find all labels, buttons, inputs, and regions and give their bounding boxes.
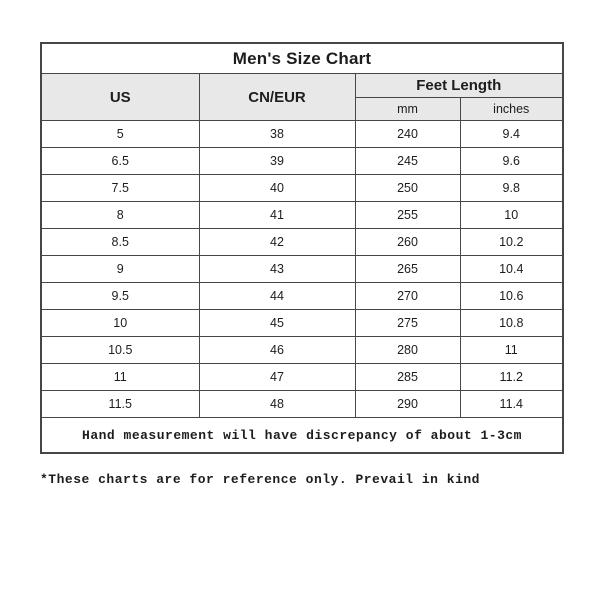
cell-inches: 9.8 bbox=[460, 175, 563, 202]
table-row bbox=[41, 256, 563, 283]
table-row bbox=[41, 391, 563, 418]
cell-inches: 10.6 bbox=[460, 283, 563, 310]
col-subheader-mm: mm bbox=[355, 98, 460, 121]
table-row bbox=[41, 283, 563, 310]
cell-mm: 270 bbox=[355, 283, 460, 310]
table-row bbox=[41, 148, 563, 175]
cell-mm: 290 bbox=[355, 391, 460, 418]
table-row bbox=[41, 310, 563, 337]
cell-cn-eur: 42 bbox=[199, 229, 355, 256]
cell-cn-eur: 41 bbox=[199, 202, 355, 229]
table-row bbox=[41, 202, 563, 229]
cell-inches: 11.2 bbox=[460, 364, 563, 391]
cell-us: 8 bbox=[41, 202, 199, 229]
cell-us: 9.5 bbox=[41, 283, 199, 310]
cell-us: 11.5 bbox=[41, 391, 199, 418]
table-title: Men's Size Chart bbox=[41, 43, 563, 74]
size-chart-table bbox=[40, 42, 564, 454]
cell-cn-eur: 45 bbox=[199, 310, 355, 337]
cell-us: 10 bbox=[41, 310, 199, 337]
cell-inches: 11.4 bbox=[460, 391, 563, 418]
table-row bbox=[41, 337, 563, 364]
cell-inches: 10.8 bbox=[460, 310, 563, 337]
cell-cn-eur: 43 bbox=[199, 256, 355, 283]
cell-mm: 260 bbox=[355, 229, 460, 256]
cell-mm: 275 bbox=[355, 310, 460, 337]
cell-cn-eur: 38 bbox=[199, 121, 355, 148]
cell-mm: 250 bbox=[355, 175, 460, 202]
col-header-us: US bbox=[41, 74, 199, 121]
cell-cn-eur: 46 bbox=[199, 337, 355, 364]
col-header-cn-eur: CN/EUR bbox=[199, 74, 355, 121]
footer-row bbox=[41, 418, 563, 454]
table-row bbox=[41, 364, 563, 391]
cell-mm: 255 bbox=[355, 202, 460, 229]
table-row bbox=[41, 121, 563, 148]
cell-us: 6.5 bbox=[41, 148, 199, 175]
cell-us: 5 bbox=[41, 121, 199, 148]
cell-us: 11 bbox=[41, 364, 199, 391]
cell-mm: 265 bbox=[355, 256, 460, 283]
table-row bbox=[41, 229, 563, 256]
cell-inches: 9.6 bbox=[460, 148, 563, 175]
cell-us: 7.5 bbox=[41, 175, 199, 202]
title-row bbox=[41, 43, 563, 74]
cell-cn-eur: 40 bbox=[199, 175, 355, 202]
cell-inches: 9.4 bbox=[460, 121, 563, 148]
cell-us: 8.5 bbox=[41, 229, 199, 256]
footer-note: Hand measurement will have discrepancy of about 1-3cm bbox=[41, 418, 563, 454]
cell-cn-eur: 47 bbox=[199, 364, 355, 391]
cell-inches: 10.4 bbox=[460, 256, 563, 283]
cell-us: 9 bbox=[41, 256, 199, 283]
disclaimer-note: *These charts are for reference only. Prevail in kind bbox=[40, 472, 480, 487]
cell-inches: 10 bbox=[460, 202, 563, 229]
col-header-feet-length: Feet Length bbox=[355, 74, 563, 98]
cell-cn-eur: 48 bbox=[199, 391, 355, 418]
cell-mm: 285 bbox=[355, 364, 460, 391]
cell-mm: 245 bbox=[355, 148, 460, 175]
table-row bbox=[41, 175, 563, 202]
cell-inches: 10.2 bbox=[460, 229, 563, 256]
col-subheader-inches: inches bbox=[460, 98, 563, 121]
cell-us: 10.5 bbox=[41, 337, 199, 364]
cell-mm: 240 bbox=[355, 121, 460, 148]
cell-cn-eur: 39 bbox=[199, 148, 355, 175]
cell-mm: 280 bbox=[355, 337, 460, 364]
header-row-top bbox=[41, 74, 563, 98]
cell-cn-eur: 44 bbox=[199, 283, 355, 310]
cell-inches: 11 bbox=[460, 337, 563, 364]
